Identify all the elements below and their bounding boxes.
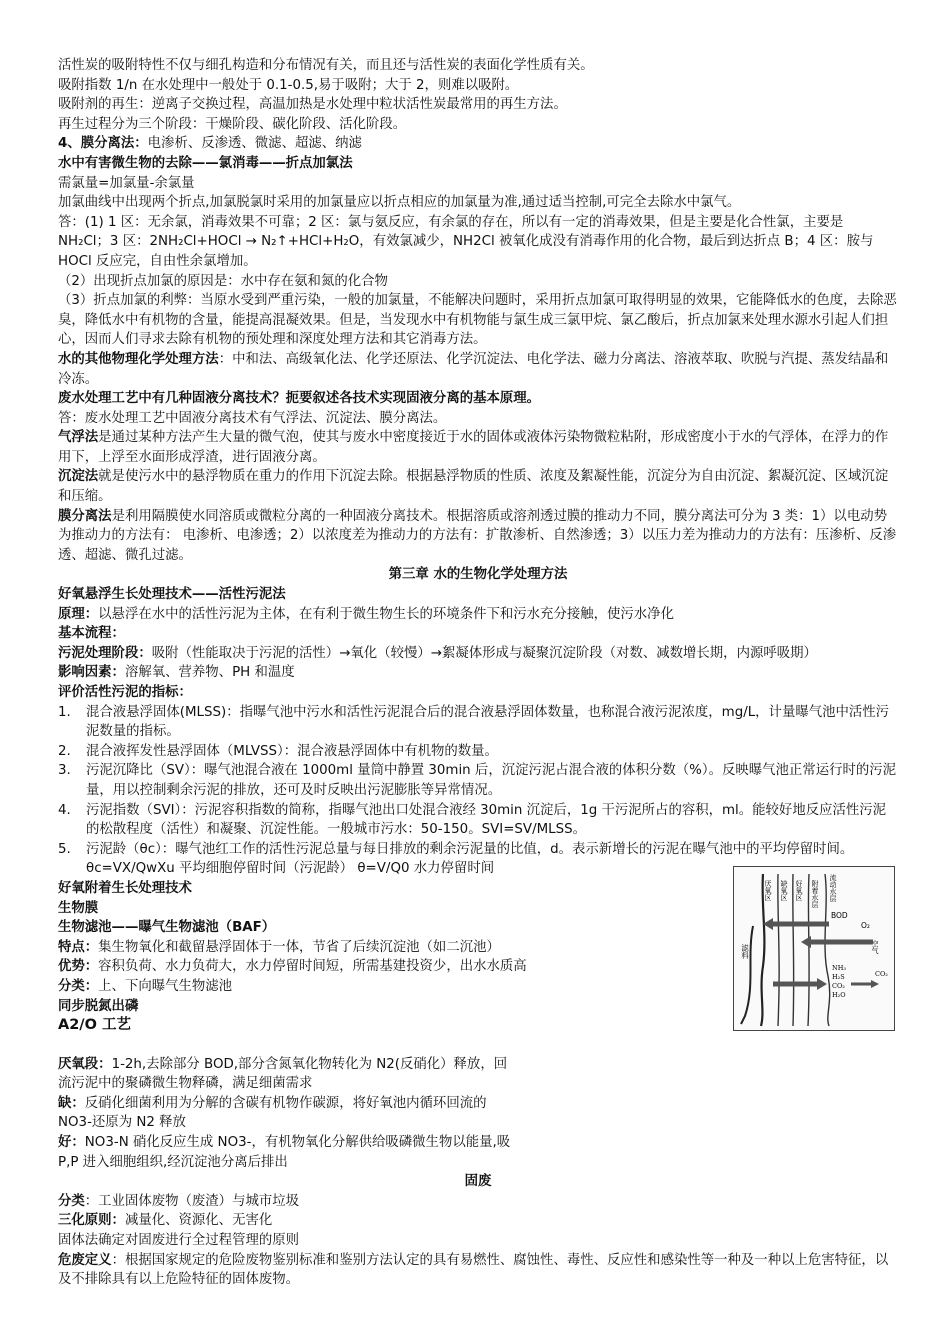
paragraph (58, 977, 668, 997)
term: 原理： (58, 606, 99, 622)
o2-label: O₂ (861, 921, 870, 930)
bod-label: BOD (831, 911, 848, 920)
zone-label: 缺氧区 (780, 880, 788, 901)
section-heading: 生物膜 (58, 900, 99, 916)
term: 好： (58, 1135, 85, 1151)
zone-label: 厌氧区 (764, 880, 772, 901)
paragraph (58, 428, 898, 467)
zone-label: 附着水层 (811, 880, 819, 908)
list-text: 混合液挥发性悬浮固体（MLVSS）：混合液悬浮固体中有机物的数量。 (86, 743, 498, 759)
term: 厌氧段： (58, 1056, 112, 1072)
term: 优势： (58, 959, 99, 975)
list-number: 1. (58, 704, 71, 720)
section-heading: 基本流程： (58, 626, 125, 642)
paragraph: 固体法确定对固废进行全过程管理的原则 (58, 1233, 300, 1249)
paragraph: 吸附剂的再生：逆离子交换过程，高温加热是水处理中粒状活性炭最常用的再生方法。 (58, 97, 567, 113)
list-item (58, 703, 898, 742)
paragraph (58, 605, 898, 625)
paragraph-text: NO3-N 硝化反应生成 NO3-，有机物氧化分解供给吸磷微生物以能量,吸 P,P 进入细胞组织,经沉淀池分离后排出 (58, 1135, 511, 1170)
paragraph-text: 1-2h,去除部分 BOD,部分含氮氧化物转化为 N2(反硝化）释放，回流污泥中的聚磷微生物释磷，满足细菌需求 (58, 1056, 508, 1092)
paragraph-text: 反硝化细菌利用为分解的含碳有机物作碳源，将好氧池内循环回流的 NO3-还原为 N2 释放 (58, 1095, 487, 1131)
paragraph (58, 663, 898, 683)
paragraph-text: 减量化、资源化、无害化 (124, 1213, 273, 1229)
paragraph-text: ：根据国家规定的危险废物鉴别标准和鉴别方法认定的具有易燃性、腐蚀性、毒性、反应性和感染性等一种及一种以上危害特征，以及不排除具有以上危险特征的固体废物。 (58, 1252, 889, 1288)
paragraph-text: 是利用隔膜使水同溶质或微粒分离的一种固液分离技术。根据溶质或溶剂透过膜的推动力不同，膜分离法可分为 3 类：1）以电动势为推动力的方法有： 电渗析、电渗透；2）以浓度差为推动力的方法有：扩散渗析、自然渗透；3）以压力差为推动力的方法有：压渗析、反渗透、超滤、微孔过滤。 (58, 508, 897, 563)
term: 影响因素： (58, 665, 125, 681)
term: 水的其他物理化学处理方法 (58, 351, 219, 367)
section-heading: 水中有害微生物的去除——氯消毒——折点加氯法 (58, 155, 353, 171)
list-text: 混合液悬浮固体(MLSS)：指曝气池中污水和活性污泥混合后的混合液悬浮固体数量，也称混合液污泥浓度，mg/L，计量曝气池中活性污泥数量的指标。 (86, 704, 890, 740)
term: 缺： (58, 1095, 85, 1111)
product-label: H₂O (832, 991, 846, 999)
section-heading: 好氧附着生长处理技术 (58, 880, 192, 896)
document-page (58, 56, 898, 1290)
section-heading: 固废 (464, 1174, 492, 1190)
section-heading: 好氧悬浮生长处理技术——活性污泥法 (58, 587, 286, 603)
term: 污泥处理阶段： (58, 645, 152, 661)
paragraph-text: 集生物氧化和截留悬浮固体于一体，节省了后续沉淀池（如二沉池） (98, 939, 500, 955)
indicator-list (58, 703, 898, 879)
paragraph: 答：废水处理工艺中固液分离技术有气浮法、沉淀法、膜分离法。 (58, 410, 447, 426)
paragraph-text: 以悬浮在水中的活性污泥为主体，在有利于微生物生长的环境条件下和污水充分接触，使污水净化 (98, 606, 674, 622)
paragraph-text: 溶解氧、营养物、PH 和温度 (124, 665, 295, 681)
paragraph-text: 吸附（性能取决于污泥的活性）→氧化（较慢）→絮凝体形成与凝聚沉淀阶段（对数、减数增长期，内源呼吸期） (151, 645, 817, 661)
section-heading: 同步脱氮出磷 (58, 998, 139, 1014)
term: 膜分离法 (58, 508, 112, 524)
paragraph-text: 上、下向曝气生物滤池 (98, 978, 233, 994)
term: 三化原则： (58, 1213, 125, 1229)
term: 分类： (58, 978, 99, 994)
paragraph (58, 644, 898, 664)
zone-label: 流动水层 (829, 874, 837, 902)
paragraph (58, 467, 898, 506)
paragraph: 吸附指数 1/n 在水处理中一般处于 0.1-0.5,易于吸附；大于 2，则难以吸附。 (58, 77, 519, 93)
a2o-block (58, 1055, 518, 1173)
paragraph (58, 957, 668, 977)
list-number: 5. (58, 841, 71, 857)
paragraph (58, 1251, 898, 1290)
paragraph: （2）出现折点加氯的原因是：水中存在氨和氮的化合物 (58, 273, 388, 289)
product-label: H₂S (832, 973, 845, 981)
list-text: 污泥龄（θc）：曝气池红工作的活性污泥总量与每日排放的剩余污泥量的比值，d。表示新增长的污泥在曝气池中的平均停留时间。 θc=VX/QwXu 平均细胞停留时间（污泥龄） θ=V/Q0 水力停留时间 (86, 841, 854, 877)
spacer (58, 1036, 668, 1055)
section-heading: 4、膜分离法： (58, 136, 148, 152)
paragraph: 答：(1) 1 区：无余氯，消毒效果不可靠；2 区：氯与氨反应，有余氯的存在，所以有一定的消毒效果，但是主要是化合性氯，主要是 NH₂Cl；3 区：2NH₂Cl+HOCl → N₂↑+HCl+H₂O，有效氯减少，NH2Cl 被氧化成没有消毒作用的化合物，最后到达折点 B；4 区：胺与 HOCl 反应完，自由性余氯增加。 (58, 214, 874, 269)
paragraph (58, 1133, 518, 1172)
paragraph-text: 就是使污水中的悬浮物质在重力的作用下沉淀去除。根据悬浮物质的性质、浓度及絮凝性能，沉淀分为自由沉淀、絮凝沉淀、区域沉淀和压缩。 (58, 469, 889, 505)
paragraph-text: 容积负荷、水力负荷大，水力停留时间短，所需基建投资少，出水水质高 (98, 959, 527, 975)
list-number: 3. (58, 763, 71, 779)
list-number: 4. (58, 802, 71, 818)
list-text: 污泥指数（SVI）：污泥容积指数的简称，指曝气池出口处混合液经 30min 沉淀后，1g 干污泥所占的容积，ml。能较好地反应活性污泥的松散程度（活性）和凝聚、沉淀性能。一般城市污水：50-150。SVI=SV/MLSS。 (86, 802, 887, 838)
product-label: CO₂ (832, 982, 845, 990)
air-label: 空气 (871, 940, 879, 954)
term: 沉淀法 (58, 469, 99, 485)
paragraph (58, 507, 898, 566)
paragraph (58, 350, 898, 389)
paragraph (58, 1094, 518, 1133)
paragraph: 加氯曲线中出现两个折点,加氯脱氯时采用的加氯量应以折点相应的加氯量为准,通过适当控制,可完全去除水中氯气。 (58, 195, 741, 211)
term: 分类 (58, 1193, 85, 1209)
paragraph (58, 1055, 518, 1094)
list-number: 2. (58, 743, 71, 759)
section-heading: 评价活性污泥的指标： (58, 685, 192, 700)
co2-label: CO₂ (875, 970, 888, 978)
paragraph: 需氯量=加氯量-余氯量 (58, 175, 195, 191)
term: 特点： (58, 939, 99, 955)
paragraph: （3）折点加氯的利弊：当原水受到严重污染，一般的加氯量，不能解决问题时，采用折点加氯可取得明显的效果，它能降低水的色度，去除恶臭，降低水中有机物的含量，能提高混凝效果。但是，当发现水中有机物能与氯生成三氯甲烷、氯乙酸后，折点加氯来处理水源水引起人们担心，因而人们寻求去除有机物的预处理和深度处理方法和其它消毒方法。 (58, 293, 897, 348)
biofilm-diagram (733, 866, 895, 1031)
paragraph (58, 1192, 898, 1212)
paragraph-text: ：中和法、高级氧化法、化学还原法、化学沉淀法、电化学法、磁力分离法、溶液萃取、吹脱与汽提、蒸发结晶和冷冻。 (58, 351, 889, 387)
paragraph: 活性炭的吸附特性不仅与细孔构造和分布情况有关，而且还与活性炭的表面化学性质有关。 (58, 58, 594, 73)
list-text: 污泥沉降比（SV）：曝气池混合液在 1000ml 量筒中静置 30min 后，沉淀污泥占混合液的体积分数（%）。反映曝气池正常运行时的污泥量，用以控制剩余污泥的排放，还可及时反映出污泥膨胀等异常情况。 (86, 763, 897, 798)
section-heading: A2/O 工艺 (58, 1017, 131, 1034)
list-item (58, 761, 898, 800)
list-item (58, 801, 898, 840)
term: 危废定义 (58, 1252, 112, 1268)
paragraph-text: ：工业固体废物（废渣）与城市垃圾 (84, 1193, 300, 1209)
chapter-title: 第三章 水的生物化学处理方法 (388, 567, 568, 583)
filter-label: 滤料 (740, 944, 750, 959)
paragraph-text: 是通过某种方法产生大量的微气泡，使其与废水中密度接近于水的固体或液体污染物微粒粘附，形成密度小于水的气浮体，在浮力的作用下，上浮至水面形成浮渣，进行固液分离。 (58, 430, 889, 465)
paragraph (58, 1211, 898, 1231)
term: 气浮法 (58, 430, 99, 446)
paragraph (58, 134, 898, 154)
paragraph: 再生过程分为三个阶段：干燥阶段、碳化阶段、活化阶段。 (58, 116, 407, 132)
lower-column (58, 879, 668, 1172)
list-item (58, 742, 898, 762)
question-heading: 废水处理工艺中有几种固液分离技术？扼要叙述各技术实现固液分离的基本原理。 (58, 391, 541, 407)
paragraph (58, 938, 668, 958)
zone-label: 好氧区 (795, 880, 803, 901)
paragraph-text: 电渗析、反渗透、微滤、超滤、纳滤 (147, 136, 362, 152)
product-label: NH₃ (832, 964, 846, 972)
section-heading: 生物滤池——曝气生物滤池（BAF） (58, 920, 276, 936)
